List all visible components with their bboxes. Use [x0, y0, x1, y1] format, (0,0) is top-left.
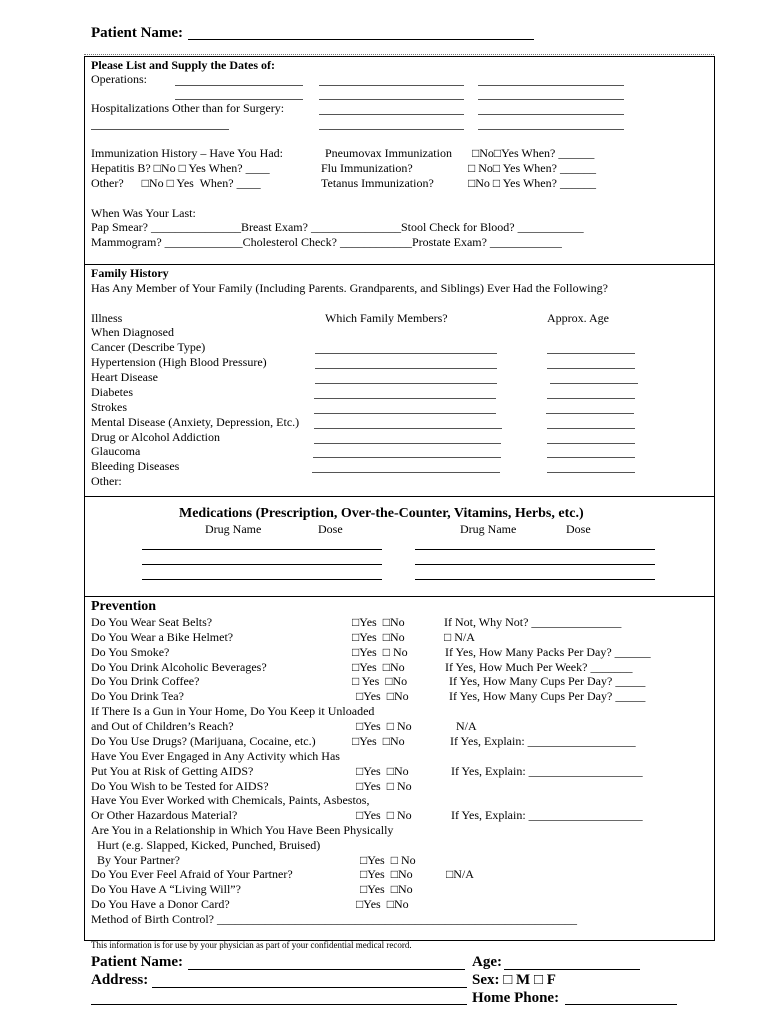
prevention-question: Do You Drink Alcoholic Beverages?: [91, 660, 267, 674]
col-family-members: Which Family Members?: [325, 311, 448, 325]
address-input[interactable]: [152, 987, 467, 988]
patient-name-input[interactable]: [188, 39, 534, 40]
address-label: Address:: [91, 972, 149, 988]
section-divider: [84, 264, 714, 265]
birth-control-row[interactable]: Method of Birth Control? ____________________________________________________________: [91, 912, 577, 926]
hospitalization-input[interactable]: [91, 129, 229, 130]
medication-input[interactable]: [142, 579, 382, 580]
yes-no-options[interactable]: □ Yes □No: [352, 674, 408, 688]
family-members-input[interactable]: [314, 443, 501, 444]
family-members-input[interactable]: [314, 398, 496, 399]
footer-patient-name-input[interactable]: [188, 969, 465, 970]
hepatitis-row[interactable]: Hepatitis B? □No □ Yes When? ____: [91, 161, 270, 175]
prevention-question: Do You Use Drugs? (Marijuana, Cocaine, etc.): [91, 734, 316, 748]
address-input-line-2[interactable]: [91, 1004, 467, 1005]
age-input[interactable]: [547, 368, 635, 369]
age-input[interactable]: [504, 969, 640, 970]
col-approx-age: Approx. Age: [547, 311, 609, 325]
prevention-question: By Your Partner?: [91, 853, 180, 867]
home-phone-label: Home Phone:: [472, 990, 560, 1006]
tetanus-options[interactable]: □No □ Yes When? ______: [468, 176, 596, 190]
illness-item: Cancer (Describe Type): [91, 340, 206, 354]
illness-item: Glaucoma: [91, 444, 141, 458]
yes-no-options[interactable]: □Yes □No: [352, 630, 405, 644]
last-tests-line-1[interactable]: Pap Smear? _______________Breast Exam? _______________Stool Check for Blood? ___________: [91, 220, 584, 234]
prevention-question: Do You Drink Coffee?: [91, 674, 200, 688]
followup-field[interactable]: If Yes, Explain: __________________: [450, 734, 636, 748]
prevention-question: Do You Wear a Bike Helmet?: [91, 630, 234, 644]
age-input[interactable]: [546, 413, 634, 414]
hospitalization-input[interactable]: [319, 114, 464, 115]
family-members-input[interactable]: [314, 413, 496, 414]
followup-field[interactable]: If Yes, How Many Cups Per Day? _____: [449, 689, 646, 703]
prevention-question: Are You in a Relationship in Which You Have Been Physically: [91, 823, 394, 837]
medications-title: Medications (Prescription, Over-the-Counter, Vitamins, Herbs, etc.): [179, 506, 584, 521]
last-tests-heading: When Was Your Last:: [91, 206, 196, 220]
age-input[interactable]: [547, 428, 635, 429]
prevention-question: Or Other Hazardous Material?: [91, 808, 238, 822]
medication-input[interactable]: [415, 549, 655, 550]
followup-field[interactable]: If Yes, How Many Packs Per Day? ______: [445, 645, 651, 659]
drug-name-header: Drug Name: [205, 522, 262, 536]
age-input[interactable]: [547, 457, 635, 458]
family-history-heading: Family History: [91, 266, 169, 280]
prevention-question: Hurt (e.g. Slapped, Kicked, Punched, Bruised): [91, 838, 321, 852]
prevention-question: Do You Have a Donor Card?: [91, 897, 230, 911]
family-members-input[interactable]: [315, 368, 497, 369]
prevention-question: Have You Ever Engaged in Any Activity which Has: [91, 749, 340, 763]
footer-patient-name-label: Patient Name:: [91, 954, 184, 970]
yes-no-options[interactable]: □Yes □No: [360, 882, 413, 896]
yes-no-options[interactable]: □Yes □ No: [356, 719, 412, 733]
top-divider: [84, 54, 714, 55]
yes-no-options[interactable]: □Yes □ No: [360, 853, 416, 867]
yes-no-options[interactable]: □Yes □No: [352, 615, 405, 629]
yes-no-options[interactable]: □Yes □No: [352, 660, 405, 674]
drug-name-header: Drug Name: [460, 522, 517, 536]
followup-field[interactable]: If Yes, How Much Per Week? _______: [445, 660, 633, 674]
medication-input[interactable]: [142, 549, 382, 550]
followup-field[interactable]: □N/A: [446, 867, 474, 881]
yes-no-options[interactable]: □Yes □No: [356, 764, 409, 778]
operation-date-input[interactable]: [478, 99, 624, 100]
dose-header: Dose: [566, 522, 591, 536]
yes-no-options[interactable]: □Yes □No: [352, 734, 405, 748]
prevention-question: Do You Drink Tea?: [91, 689, 184, 703]
operation-date-input[interactable]: [478, 85, 624, 86]
followup-field[interactable]: If Yes, How Many Cups Per Day? _____: [449, 674, 646, 688]
illness-item: Heart Disease: [91, 370, 158, 384]
age-input[interactable]: [547, 472, 635, 473]
medication-input[interactable]: [142, 564, 382, 565]
other-immunization-row[interactable]: Other? □No □ Yes When? ____: [91, 176, 261, 190]
hospitalization-input[interactable]: [319, 129, 464, 130]
patient-name-label: Patient Name:: [91, 25, 184, 41]
illness-item: Strokes: [91, 400, 127, 414]
pneumovax-options[interactable]: □No□Yes When? ______: [472, 146, 595, 160]
age-input[interactable]: [547, 353, 635, 354]
family-members-input[interactable]: [314, 428, 502, 429]
family-members-input[interactable]: [313, 457, 501, 458]
tetanus-label: Tetanus Immunization?: [321, 176, 434, 190]
operation-date-input[interactable]: [319, 85, 464, 86]
section-divider: [84, 496, 714, 497]
medication-input[interactable]: [415, 579, 655, 580]
col-illness: Illness: [91, 311, 123, 325]
operation-date-input[interactable]: [175, 99, 303, 100]
yes-no-options[interactable]: □Yes □No: [360, 867, 413, 881]
dates-heading: Please List and Supply the Dates of:: [91, 58, 276, 72]
prevention-question: Have You Ever Worked with Chemicals, Paints, Asbestos,: [91, 793, 370, 807]
hospitalization-input[interactable]: [478, 114, 624, 115]
illness-item: Drug or Alcohol Addiction: [91, 430, 220, 444]
pneumovax-label: Pneumovax Immunization: [325, 146, 452, 160]
hospitalization-input[interactable]: [478, 129, 624, 130]
yes-no-options[interactable]: □Yes □ No: [356, 808, 412, 822]
col-when-diagnosed: When Diagnosed: [91, 325, 174, 339]
age-label: Age:: [472, 954, 502, 970]
immunization-history-label: Immunization History – Have You Had:: [91, 146, 283, 160]
followup-field[interactable]: If Yes, Explain: ___________________: [451, 808, 643, 822]
age-input[interactable]: [547, 443, 635, 444]
prevention-heading: Prevention: [91, 599, 157, 614]
prevention-question: Do You Wish to be Tested for AIDS?: [91, 779, 269, 793]
prevention-question: Put You at Risk of Getting AIDS?: [91, 764, 254, 778]
followup-field[interactable]: N/A: [456, 719, 477, 733]
prevention-question: Do You Ever Feel Afraid of Your Partner?: [91, 867, 293, 881]
section-divider: [84, 596, 714, 597]
followup-field[interactable]: □ N/A: [444, 630, 475, 644]
age-input[interactable]: [547, 398, 635, 399]
flu-label: Flu Immunization?: [321, 161, 413, 175]
prevention-question: Do You Wear Seat Belts?: [91, 615, 213, 629]
dose-header: Dose: [318, 522, 343, 536]
illness-item: Mental Disease (Anxiety, Depression, Etc.): [91, 415, 300, 429]
family-members-input[interactable]: [312, 472, 500, 473]
sex-options[interactable]: Sex: □ M □ F: [472, 972, 556, 988]
hospitalizations-label: Hospitalizations Other than for Surgery:: [91, 101, 285, 115]
last-tests-line-2[interactable]: Mammogram? _____________Cholesterol Check? ____________Prostate Exam? ____________: [91, 235, 562, 249]
prevention-question: Do You Have A “Living Will”?: [91, 882, 241, 896]
yes-no-options[interactable]: □Yes □ No: [356, 779, 412, 793]
followup-field[interactable]: If Not, Why Not? _______________: [444, 615, 622, 629]
prevention-question: and Out of Children’s Reach?: [91, 719, 234, 733]
followup-field[interactable]: If Yes, Explain: ___________________: [451, 764, 643, 778]
family-members-input[interactable]: [315, 383, 497, 384]
illness-item: Other:: [91, 474, 122, 488]
prevention-question: If There Is a Gun in Your Home, Do You Keep it Unloaded: [91, 704, 375, 718]
yes-no-options[interactable]: □Yes □ No: [352, 645, 408, 659]
prevention-question: Do You Smoke?: [91, 645, 170, 659]
operation-date-input[interactable]: [175, 85, 303, 86]
illness-item: Diabetes: [91, 385, 133, 399]
confidential-notice: This information is for use by your physician as part of your confidential medical record.: [91, 940, 412, 950]
operation-date-input[interactable]: [319, 99, 464, 100]
operations-label: Operations:: [91, 72, 147, 86]
yes-no-options[interactable]: □Yes □No: [356, 689, 409, 703]
yes-no-options[interactable]: □Yes □No: [356, 897, 409, 911]
family-members-input[interactable]: [315, 353, 497, 354]
home-phone-input[interactable]: [565, 1004, 677, 1005]
medication-input[interactable]: [415, 564, 655, 565]
flu-options[interactable]: □ No□ Yes When? ______: [468, 161, 596, 175]
family-history-question: Has Any Member of Your Family (Including Parents. Grandparents, and Siblings) Ever Had the Following?: [91, 281, 608, 295]
illness-item: Bleeding Diseases: [91, 459, 180, 473]
illness-item: Hypertension (High Blood Pressure): [91, 355, 267, 369]
age-input[interactable]: [550, 383, 638, 384]
